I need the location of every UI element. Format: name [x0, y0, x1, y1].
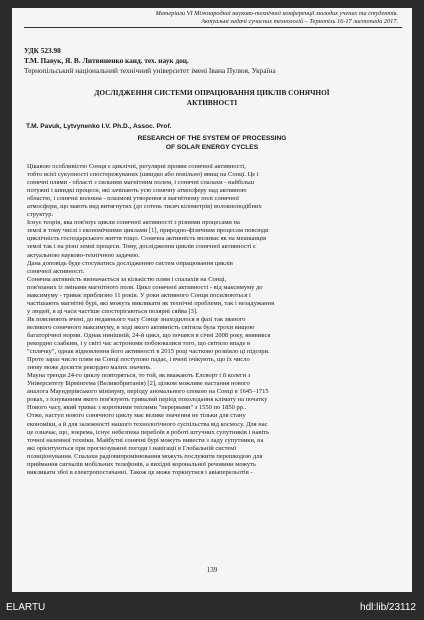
title-english: [72, 134, 352, 152]
body-line: Дана доповідь буде стосуватись дослідженню систем опрацювання циклів: [27, 259, 233, 267]
body-line: аналога Маундерівського мінімуму, періоду аномального спокою на Сонці в 1645–1715: [27, 388, 269, 396]
body-line: багаторічної норми. Однак нинішній, 24-й цикл, що почався в січні 2008 року, виявився: [27, 331, 271, 339]
body-line: циклічність господарського життя тощо. Сонячна активність впливає як на мешканців: [27, 235, 267, 243]
body-line: викликати збої в електропостачанні. Також це може торкнутися і авіаперельотів -: [27, 468, 253, 476]
authors-ukrainian: Т.М. Павук, Я. В. Литвиненко канд. тех. наук доц.: [24, 56, 189, 65]
footer-repository-name: ELARTU: [6, 602, 46, 613]
body-line: які орієнтуються при прогнозуванні погоди і навігації в Глобальній системі: [27, 444, 237, 452]
running-header: [82, 10, 398, 26]
body-line: сонячної активності.: [27, 267, 85, 275]
running-header-line1: Матеріали VI Міжнародної науково-технічної конференції молодих учених та студентів.: [155, 10, 398, 17]
title-english-line1: RESEARCH OF THE SYSTEM OF PROCESSING: [137, 135, 287, 142]
udc-code: УДК 523.98: [24, 46, 61, 55]
header-rule: [24, 27, 402, 28]
body-line: у людей, в ці часи частіше спостерігаються полярні сяйва [3].: [27, 307, 198, 315]
body-line: Університету Бірмінгема (Великобританія) [2], цілком можливе настання нового: [27, 380, 250, 388]
body-line: Нового часу, який триває з короткими теплими "перервами" з 1550 по 1850 рр..: [27, 404, 247, 412]
body-line: Отже, наступ нового сонячного циклу має велике значення не тільки для стану: [27, 412, 246, 420]
body-line: частішають магнітні бурі, які можуть викликати як технічні проблеми, так і незадужання: [27, 299, 275, 307]
footer-handle: hdl:lib/23112: [360, 602, 416, 613]
body-line: землі в тому числі і економічними циклами [1], природно-фізичним процесам повсюди: [27, 227, 269, 235]
body-line: економіки, а й для залежності нашого технологічного суспільства від космосу. Для нас: [27, 420, 268, 428]
body-line: сонячні плями - області з сильним магнітним полем, і сонячні спалахи - найбільш: [27, 179, 255, 187]
body-line: землі так і на різні земні процеси. Тому, дослідження циклів сонячної активності є: [27, 243, 256, 251]
body-line: актуальною науково-технічною задачею.: [27, 251, 140, 259]
body-line: пов'язаних із змінами магнітного поля. Цикл сонячної активності - від максимуму до: [27, 283, 263, 291]
body-line: позиціонування. Спалахи радіовипромінювання можуть послужити перешкодою для: [27, 452, 263, 460]
body-line: Сонячна активність визначається за кількістю плям і спалахів на Сонці,: [27, 275, 227, 283]
authors-english: T.M. Pavuk, Lytvynenko I.V. Ph.D., Assoc. Prof.: [26, 123, 172, 130]
body-line: потужні і швидкі процеси, які зачіпають усю сонячну атмосферу над активною: [27, 187, 247, 195]
body-line: роках, з існуванням якого пов'язують тривалий період похолодання клімату на початку: [27, 396, 268, 404]
title-ukrainian-line2: АКТИВНОСТІ: [186, 98, 238, 107]
body-line: Проте зараз число плям на Сонці поступово падає, і вчені очікують, що їх число: [27, 356, 250, 364]
running-header-line2: Актуальні задачі сучасних технологій – Тернопіль 16-17 листопада 2017.: [201, 18, 398, 26]
page-number: 139: [206, 566, 218, 574]
body-line: Цікавою особливістю Сонця є циклічні, регулярні прояви сонячної активності,: [27, 163, 246, 170]
body-line: структур.: [27, 211, 54, 219]
body-line: рекордно слабким, і у світі час астрономи побоювалися того, що світило впаде в: [27, 340, 251, 348]
affiliation: Тернопільський національний технічний університет імені Івана Пулюя, Україна: [24, 66, 276, 75]
body-line: областю, і сонячні волокна - плазмові утворення в магнітному полі сонячної: [27, 195, 239, 203]
title-english-line2: OF SOLAR ENERGY CYCLES: [165, 144, 259, 152]
body-line: "сплячку", однак відновлення його активності в 2015 році частково розвіяло ці підозри.: [27, 348, 270, 356]
body-line: точної наземної техніки. Майбутні сонячні бурі можуть вивести з ладу супутники, на: [27, 436, 264, 444]
body-line: великого сонячного максимуму, в ході якого активність світила була трохи вищою: [27, 323, 255, 331]
body-line: тобто всієї сукупності спостережуваних (швидко або повільно) явищ на Сонці. Це і: [27, 171, 259, 179]
body-line: максимуму - триває приблизно 11 років. У роки активного Сонця посилюються і: [27, 291, 251, 299]
body-line: знову може досягти рекордно малих значень.: [27, 364, 152, 372]
body-line: Існує теорія, яка пов'язує цикли сонячної активності з різними процесами на: [27, 219, 240, 227]
body-text: [27, 163, 397, 477]
title-ukrainian-line1: ДОСЛІДЖЕННЯ СИСТЕМИ ОПРАЦЮВАННЯ ЦИКЛІВ СОНЯЧНОЇ: [94, 88, 330, 97]
body-line: приймання сигналів мобільних телефонів, а вихідні корональної речовини можуть: [27, 460, 256, 468]
document-page: [12, 8, 412, 592]
title-ukrainian: [32, 88, 392, 108]
body-line: це означає, що, зокрема, існує небезпека перебоїв в роботі штучних супутників і навіть: [27, 428, 270, 436]
body-line: Мауна тренди 24-го циклу повторяться, то той, як вважають Елсворт і її колеги з: [27, 372, 251, 380]
body-line: атмосфери, що мають вид витягнутих (до сотень тисяч кілометрів) волокноподібних: [27, 203, 262, 211]
body-line: Як пояснюють вчені, до недавнього часу Сонце знаходилося в фазі так званого: [27, 315, 246, 323]
